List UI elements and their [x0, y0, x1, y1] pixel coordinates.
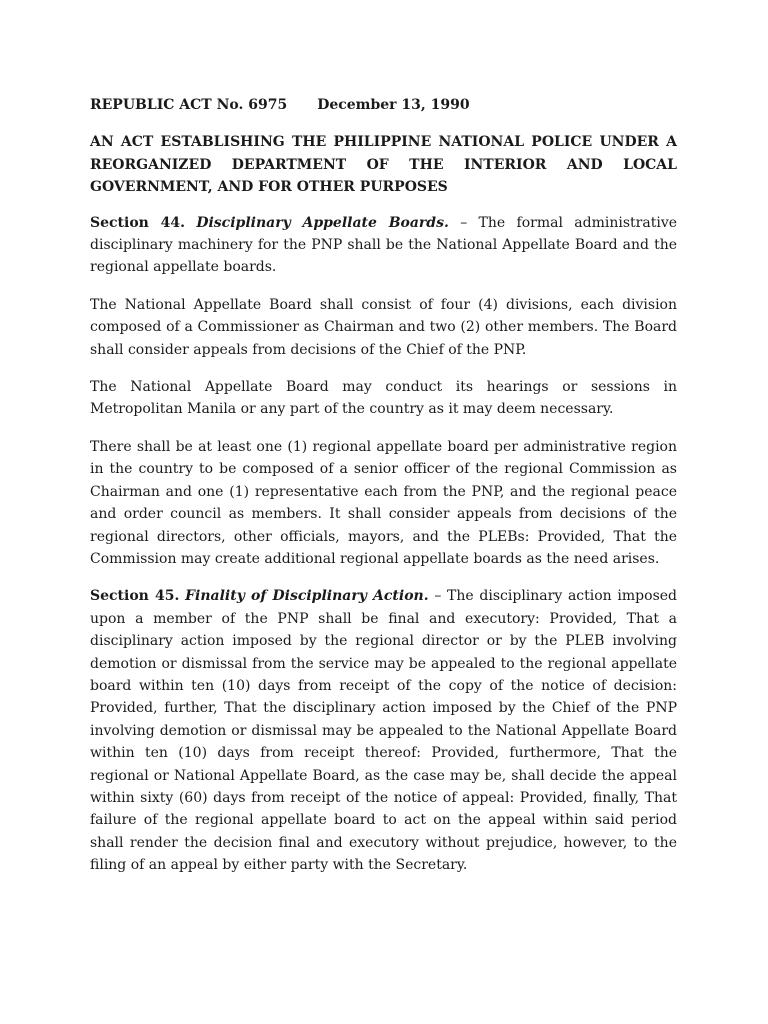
act-date: December 13, 1990 — [317, 97, 470, 113]
act-title: AN ACT ESTABLISHING THE PHILIPPINE NATIONAL POLICE UNDER A REORGANIZED DEPARTMENT OF THE INTERIOR AND LOCAL GOVERNMENT, AND FOR OTHER PURPOSES — [90, 134, 677, 196]
document-page — [90, 94, 677, 892]
section-45-number: Section 45. — [90, 588, 180, 605]
section-44-paragraph-4: There shall be at least one (1) regional appellate board per administrative region in the country to be composed of a senior officer of the regional Commission as Chairman and one (1) representative each from the PNP, and the regional peace and order council as members. It shall consider appeals from decisions of the regional directors, other officials, mayors, and the PLEBs: Provided, That the Commission may create additional regional appellate boards as the need arises. — [90, 438, 677, 567]
section-45-title: Finality of Disciplinary Action. — [185, 588, 429, 605]
section-45-paragraph — [90, 585, 677, 876]
act-header — [90, 94, 677, 116]
section-45-body: – The disciplinary action imposed upon a member of the PNP shall be final and executory: Provided, That a disciplinary action imposed by the regional director or by the PLEB involving demotion or dismissal from the service may be appealed to the regional appellate board within ten (10) days from receipt of the copy of the notice of decision: Provided, further, That the disciplinary action imposed by the Chief of the PNP involving demotion or dismissal may be appealed to the National Appellate Board within ten (10) days from receipt thereof: Provided, furthermore, That the regional or National Appellate Board, as the case may be, shall decide the appeal within sixty (60) days from receipt of the notice of appeal: Provided, finally, That failure of the regional appellate board to act on the appeal within said period shall render the decision final and executory without prejudice, however, to the filing of an appeal by either party with the Secretary. — [90, 588, 678, 874]
section-44-number: Section 44. — [90, 214, 185, 231]
act-number: REPUBLIC ACT No. 6975 — [90, 97, 288, 113]
section-44-paragraph-2: The National Appellate Board shall consist of four (4) divisions, each division composed of a Commissioner as Chairman and two (2) other members. The Board shall consider appeals from decisions of the Chief of the PNP. — [90, 296, 677, 358]
section-44-paragraph-3: The National Appellate Board may conduct its hearings or sessions in Metropolitan Manila or any part of the country as it may deem necessary. — [90, 379, 677, 418]
section-44-paragraph-1 — [90, 212, 677, 279]
section-44-intro: – The formal administrative disciplinary machinery for the PNP shall be the National Appellate Board and the regional appellate boards. — [90, 214, 678, 276]
section-44-title: Disciplinary Appellate Boards. — [196, 214, 449, 231]
